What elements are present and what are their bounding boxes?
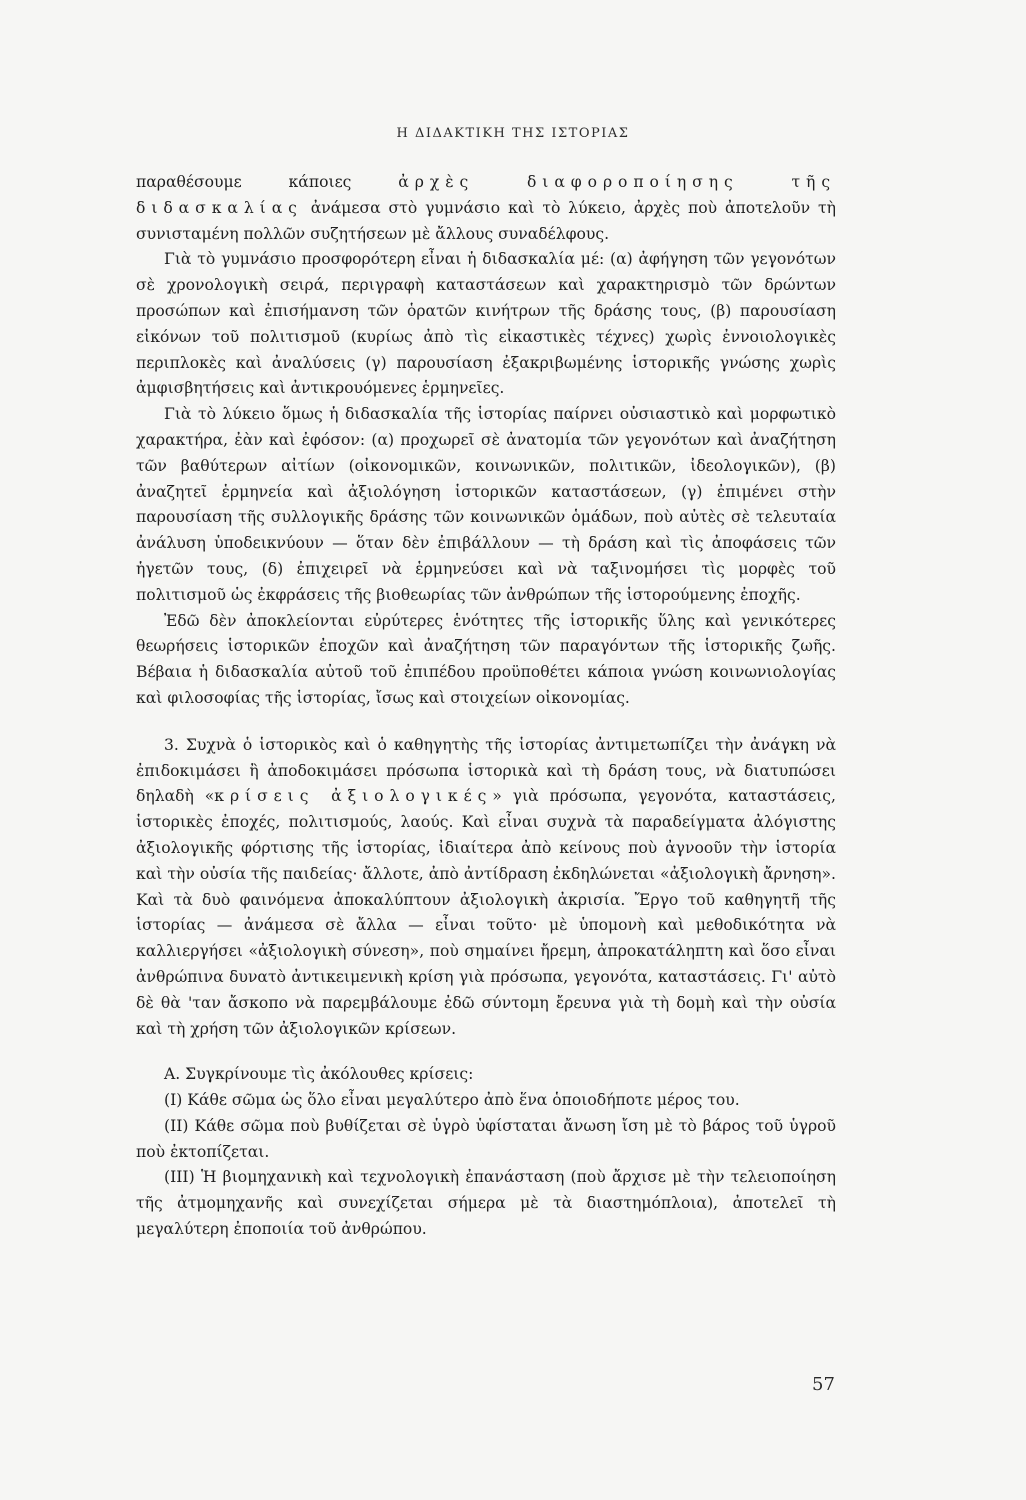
judgment-number: (II) — [164, 1116, 189, 1135]
section-3-text-end: » γιὰ πρόσωπα, γεγονότα, καταστάσεις, ἱστορικὲς ἐποχές, πολιτισμούς, λαούς. Καὶ εἶναι συχνὰ τὰ παραδείγματα ἀλόγιστης ἀξιολογικῆς φόρτισης τῆς ἱστορίας, ἰδιαίτερα ἀπὸ κείνους ποὺ ἀγνοοῦν τὴν ἱστορία καὶ τὴν οὐσία τῆς παιδείας· ἄλλοτε, ἀπὸ ἀντίδραση ἐκδηλώνεται «ἀξιολογικὴ ἄρνηση». Καὶ τὰ δυὸ φαινόμενα ἀποκαλύπτουν ἀξιολογικὴ ἀκρισία. Ἔργο τοῦ καθηγητῆ τῆς ἱστορίας — ἀνάμεσα σὲ ἄλλα — εἶναι τοῦτο· μὲ ὑπομονὴ καὶ μεθοδικότητα νὰ καλλιεργήσει «ἀξιολογικὴ σύνεση», ποὺ σημαίνει ἤρεμη, ἀπροκατάληπτη καὶ ὅσο εἶναι ἀνθρώπινα δυνατὸ ἀντικειμενικὴ κρίση γιὰ πρόσωπα, γεγονότα, καταστάσεις. Γι' αὐτὸ δὲ θὰ 'ταν ἄσκοπο νὰ παρεμβάλουμε ἐδῶ σύντομη ἔρευνα γιὰ τὴ δομὴ καὶ τὴν οὐσία καὶ τὴ χρήση τῶν ἀξιολογικῶν κρίσεων. — [136, 787, 836, 1038]
scope-paragraph: Ἐδῶ δὲν ἀποκλείονται εὐρύτερες ἑνότητες τῆς ἱστορικῆς ὕλης καὶ γενικότερες θεωρήσεις ἱστορικῶν ἐποχῶν καὶ ἀναζήτηση τῶν παραγόντων τῆς ἱστορικῆς ζωῆς. Βέβαια ἡ διδασκαλία αὐτοῦ τοῦ ἐπιπέδου προϋποθέτει κάποια γνώση κοινωνιολογίας καὶ φιλοσοφίας τῆς ἱστορίας, ἴσως καὶ στοιχείων οἰκονομίας. — [136, 611, 836, 707]
section-3-paragraph — [136, 733, 836, 1043]
intro-text-end: ἀνάμεσα στὸ γυμνάσιο καὶ τὸ λύκειο, ἀρχὲς ποὺ ἀποτελοῦν τὴ συνισταμένη πολλῶν συζητήσεων μὲ ἄλλους συναδέλφους. — [136, 198, 836, 243]
judgment-item-3 — [136, 1165, 836, 1242]
page-body — [136, 170, 836, 1243]
intro-paragraph — [136, 170, 836, 247]
lyceum-paragraph: Γιὰ τὸ λύκειο ὅμως ἡ διδασκαλία τῆς ἱστορίας παίρνει οὐσιαστικὸ καὶ μορφωτικὸ χαρακτήρα, ἐὰν καὶ ἐφόσον: (α) προχωρεῖ σὲ ἀνατομία τῶν γεγονότων καὶ ἀναζήτηση τῶν βαθύτερων αἰτίων (οἰκονομικῶν, κοινωνικῶν, πολιτικῶν, ἰδεολογικῶν), (β) ἀναζητεῖ ἑρμηνεία καὶ ἀξιολόγηση ἱστορικῶν καταστάσεων, (γ) ἐπιμένει στὴν παρουσίαση τῆς συλλογικῆς δράσης τῶν κοινωνικῶν ὁμάδων, ποὺ αὐτὲς σὲ τελευταία ἀνάλυση ὑποδεικνύουν — ὅταν δὲν ἐπιβάλλουν — τὴ δράση καὶ τὶς ἀποφάσεις τῶν ἡγετῶν τους, (δ) ἐπιχειρεῖ νὰ ἑρμηνεύσει καὶ νὰ ταξινομήσει τὶς μορφὲς τοῦ πολιτισμοῦ ὡς ἐκφράσεις τῆς βιοθεωρίας τῶν ἀνθρώπων τῆς ἱστορούμενης ἐποχῆς. — [136, 405, 836, 604]
page-number: 57 — [812, 1374, 835, 1395]
judgment-text: Κάθε σῶμα ὡς ὅλο εἶναι μεγαλύτερο ἀπὸ ἕνα ὁποιοδήποτε μέρος του. — [187, 1091, 740, 1110]
judgment-number: (III) — [164, 1168, 195, 1187]
judgment-text: Ἡ βιομηχανικὴ καὶ τεχνολογικὴ ἐπανάσταση (ποὺ ἄρχισε μὲ τὴν τελειοποίηση τῆς ἀτμομηχανῆς καὶ συνεχίζεται σήμερα μὲ τὰ διαστημόπλοια), ἀποτελεῖ τὴ μεγαλύτερη ἐποποιία τοῦ ἀνθρώπου. — [136, 1168, 836, 1239]
judgment-item-2 — [136, 1114, 836, 1166]
judgment-item-1 — [136, 1088, 836, 1114]
judgment-text: Κάθε σῶμα ποὺ βυθίζεται σὲ ὑγρὸ ὑφίσταται ἄνωση ἴση μὲ τὸ βάρος τοῦ ὑγροῦ ποὺ ἐκτοπίζεται. — [136, 1116, 836, 1161]
running-header: Η ΔΙΔΑΚΤΙΚΗ ΤΗΣ ΙΣΤΟΡΙΑΣ — [396, 126, 630, 141]
intro-text-start: παραθέσουμε κάποιες — [136, 173, 399, 191]
section-a-heading: Α. Συγκρίνουμε τὶς ἀκόλουθες κρίσεις: — [164, 1065, 474, 1084]
judgment-number: (I) — [164, 1091, 183, 1110]
gymnasium-paragraph: Γιὰ τὸ γυμνάσιο προσφορότερη εἶναι ἡ διδασκαλία μέ: (α) ἀφήγηση τῶν γεγονότων σὲ χρονολογικὴ σειρά, περιγραφὴ καταστάσεων καὶ χαρακτηρισμὸ τῶν δρώντων προσώπων καὶ ἐπισήμανση τῶν ὁρατῶν κινήτρων τῆς δράσης τους, (β) παρουσίαση εἰκόνων τοῦ πολιτισμοῦ (κυρίως ἀπὸ τὶς εἰκαστικὲς τέχνες) χωρὶς ἐννοιολογικὲς περιπλοκὲς καὶ ἀναλύσεις (γ) παρουσίαση ἐξακριβωμένης ἱστορικῆς γνώσης χωρὶς ἀμφισβητήσεις καὶ ἀντικρουόμενες ἑρμηνεῖες. — [136, 250, 836, 398]
intro-spaced-phrase: ἀρχὲς διαφοροποίησης τῆς διδασκαλίας — [136, 173, 836, 217]
section-3-spaced-phrase: κρίσεις ἀξιολογικές — [214, 787, 493, 806]
section-3-text-start: 3. Συχνὰ ὁ ἱστορικὸς καὶ ὁ καθηγητὴς τῆς ἱστορίας ἀντιμετωπίζει τὴν ἀνάγκη νὰ ἐπιδοκιμάσει ἢ ἀποδοκιμάσει πρόσωπα ἱστορικὰ καὶ τὴ δράση τους, νὰ διατυπώσει δηλαδὴ « — [136, 735, 836, 806]
